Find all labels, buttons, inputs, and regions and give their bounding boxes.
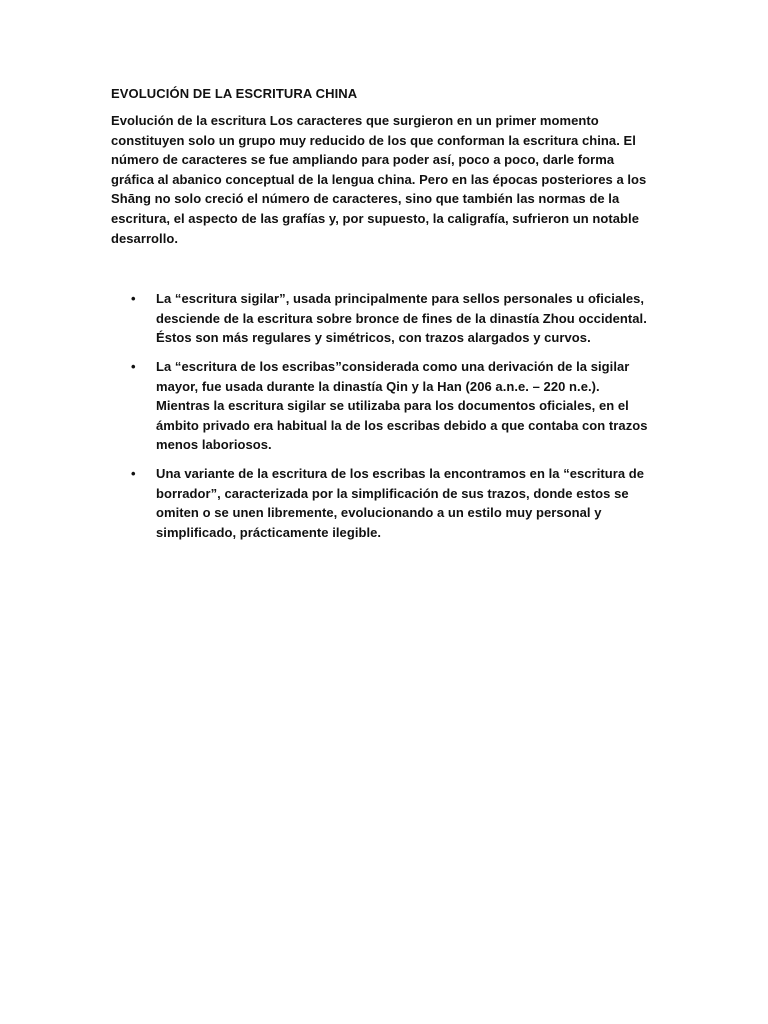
bullet-item-escribas (111, 357, 656, 455)
document-content (111, 84, 656, 551)
bullet-list (111, 289, 656, 542)
bullet-icon: • (131, 465, 136, 481)
bullet-item-sigilar (111, 289, 656, 348)
document-title: EVOLUCIÓN DE LA ESCRITURA CHINA (111, 86, 358, 101)
bullet-text: La “escritura de los escribas”considerada como una derivación de la sigilar mayor, fue usada durante la dinastía Qin y la Han (206 a.n.e. – 220 n.e.). Mientras la escritura sigilar se utilizaba para los documentos oficiales, en el ámbito privado era habitual la de los escribas debido a que contaba con trazos menos laboriosos. (156, 358, 648, 453)
bullet-text: La “escritura sigilar”, usada principalmente para sellos personales u oficiales, desciende de la escritura sobre bronce de fines de la dinastía Zhou occidental. Éstos son más regulares y simétricos, con trazos alargados y curvos. (156, 291, 647, 346)
bullet-text: Una variante de la escritura de los escribas la encontramos en la “escritura de borrador”, caracterizada por la simplificación de sus trazos, donde estos se omiten o se unen libremente, evolucionando a un estilo muy personal y simplificado, prácticamente ilegible. (156, 465, 645, 540)
bullet-icon: • (131, 291, 136, 307)
bullet-item-borrador (111, 464, 656, 542)
intro-paragraph: Evolución de la escritura Los caracteres que surgieron en un primer momento constituyen solo un grupo muy reducido de los que conforman la escritura china. El número de caracteres se fue ampliando para poder así, poco a poco, darle forma gráfica al abanico conceptual de la lengua china. Pero en las épocas posteriores a los Shāng no solo creció el número de caracteres, sino que también las normas de la escritura, el aspecto de las grafías y, por supuesto, la caligrafía, sufrieron un notable desarrollo. (111, 113, 647, 246)
bullet-icon: • (131, 358, 136, 374)
